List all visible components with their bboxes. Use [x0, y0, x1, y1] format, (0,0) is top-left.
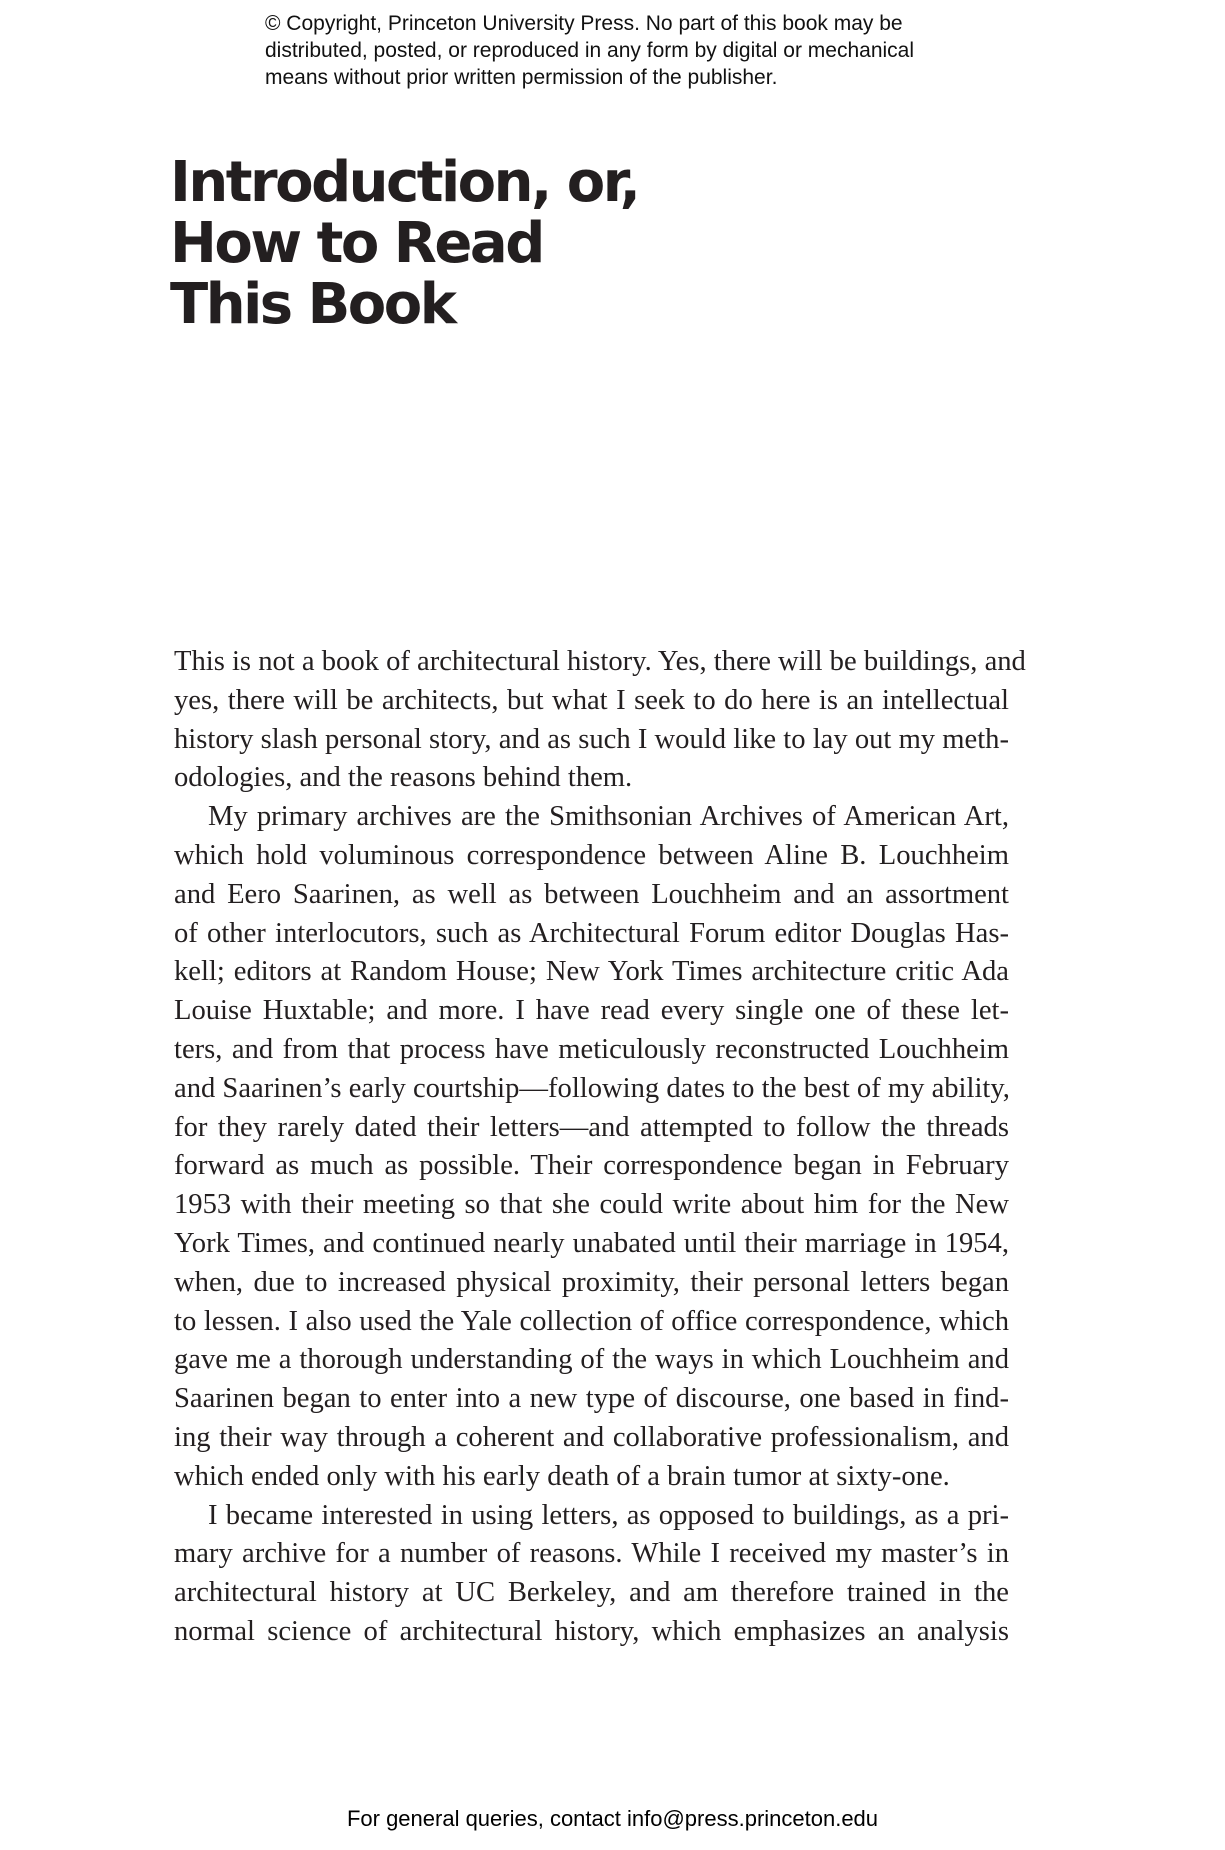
copyright-line: means without prior written permission of the publisher. [265, 66, 778, 89]
body-line: yes, there will be architects, but what I seek to do here is an intellectual [174, 684, 1009, 716]
body-line: ters, and from that process have meticulously reconstructed Louchheim [174, 1033, 1009, 1065]
body-line: of other interlocutors, such as Architectural Forum editor Douglas Has- [174, 917, 1009, 949]
body-line: when, due to increased physical proximity, their personal letters began [174, 1266, 1009, 1298]
body-line: to lessen. I also used the Yale collection of office correspondence, which [174, 1305, 1009, 1337]
copyright-line: © Copyright, Princeton University Press. No part of this book may be [265, 12, 903, 35]
body-line: Louise Huxtable; and more. I have read every single one of these let- [174, 995, 1009, 1027]
chapter-title-line: Introduction, or, [170, 150, 639, 215]
body-line: and Saarinen’s early courtship—following dates to the best of my ability, [174, 1072, 1010, 1104]
body-line: which ended only with his early death of a brain tumor at sixty-one. [174, 1460, 950, 1492]
copyright-notice [265, 10, 1005, 91]
body-line: Saarinen began to enter into a new type of discourse, one based in find- [174, 1383, 1009, 1415]
body-line: for they rarely dated their letters—and attempted to follow the threads [174, 1111, 1009, 1143]
footer-contact: For general queries, contact info@press.princeton.edu [346, 1806, 879, 1831]
body-line: mary archive for a number of reasons. While I received my master’s in [174, 1538, 1009, 1570]
body-line: forward as much as possible. Their correspondence began in February [174, 1150, 1009, 1182]
body-line: gave me a thorough understanding of the ways in which Louchheim and [174, 1344, 1009, 1376]
body-line: York Times, and continued nearly unabated until their marriage in 1954, [174, 1227, 1009, 1259]
copyright-line: distributed, posted, or reproduced in any form by digital or mechanical [265, 39, 915, 62]
body-text [174, 643, 1026, 1652]
body-line: and Eero Saarinen, as well as between Louchheim and an assortment [174, 878, 1009, 910]
body-line: architectural history at UC Berkeley, and am therefore trained in the [174, 1577, 1009, 1609]
body-line: This is not a book of architectural history. Yes, there will be buildings, and [174, 646, 1026, 677]
body-line: ing their way through a coherent and collaborative professionalism, and [174, 1421, 1009, 1453]
body-line: odologies, and the reasons behind them. [174, 762, 633, 794]
body-line: which hold voluminous correspondence between Aline B. Louchheim [174, 839, 1009, 871]
chapter-title [170, 152, 638, 335]
chapter-title-line: How to Read [170, 211, 543, 276]
chapter-title-line: This Book [170, 272, 455, 337]
body-line: 1953 with their meeting so that she could write about him for the New [174, 1189, 1009, 1221]
body-line: I became interested in using letters, as opposed to buildings, as a pri- [208, 1499, 1009, 1531]
body-line: normal science of architectural history, which emphasizes an analysis [174, 1615, 1009, 1647]
body-line: My primary archives are the Smithsonian Archives of American Art, [208, 801, 1009, 833]
body-line: kell; editors at Random House; New York Times architecture critic Ada [174, 956, 1009, 988]
body-line: history slash personal story, and as such I would like to lay out my meth- [174, 723, 1009, 755]
